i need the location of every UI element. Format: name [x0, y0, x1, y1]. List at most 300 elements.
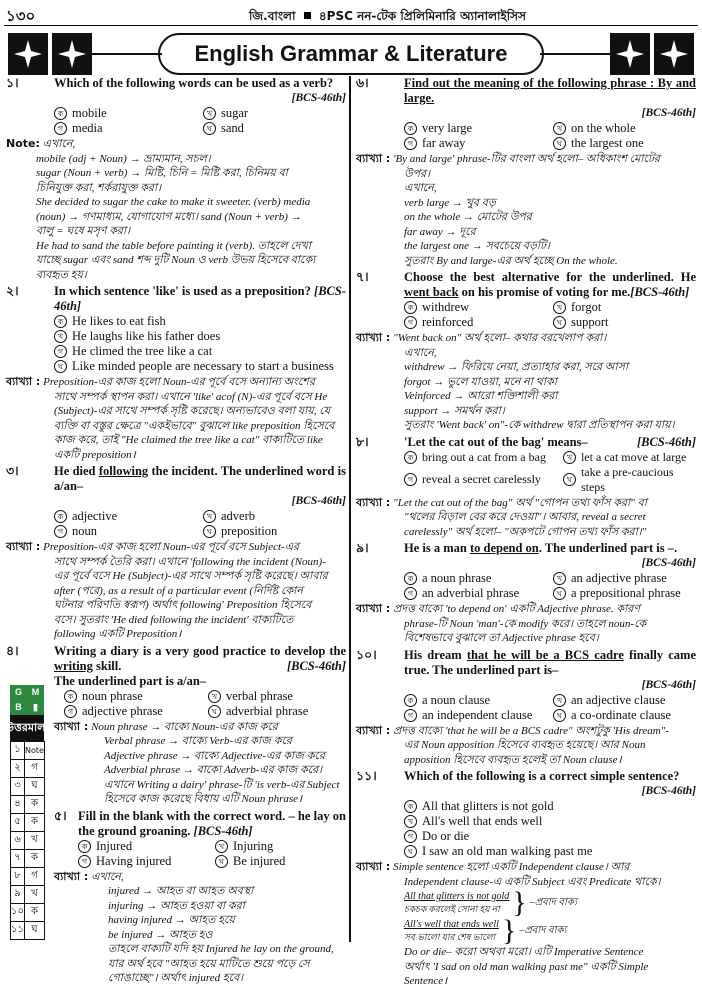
option-bullet-icon: খ [208, 690, 221, 703]
option-label: He laughs like his father does [72, 329, 221, 343]
answer-number: ৪ [11, 796, 25, 814]
option-label: reinforced [422, 315, 474, 329]
question-stem: 'Let the cat out of the bag' means– [404, 434, 588, 449]
option-a[interactable] [64, 689, 202, 704]
question-stem: His dream [404, 647, 467, 662]
explanation-line: বসে। সুতরাং 'He died following the incident' বাক্যটিতে [54, 613, 294, 626]
option-bullet-icon: ঘ [553, 709, 566, 722]
option-c[interactable] [54, 344, 346, 359]
option-label: an adjective phrase [571, 571, 667, 585]
option-bullet-icon: ঘ [215, 855, 228, 868]
option-bullet-icon: ঘ [208, 705, 221, 718]
exam-tag: [BCS-46th] [641, 678, 696, 691]
question-text [404, 435, 696, 450]
question-5 [48, 809, 346, 986]
options [54, 509, 346, 539]
answer-row [11, 850, 45, 868]
explanation-text: প্রদত্ত বাক্যে 'to depend on' একটি Adjective phrase. কারণ [393, 603, 640, 615]
explanation-line [6, 540, 346, 555]
question-stem: He is a man [404, 541, 470, 555]
proverb-group [404, 914, 567, 947]
explanation-line: support → সমর্থন করা। [404, 404, 505, 417]
exam-tag: [BCS-46th] [54, 284, 346, 313]
question-number: ৯। [356, 541, 369, 555]
answer-number: ২ [11, 760, 25, 778]
explanation [54, 720, 346, 807]
explanation-line: withdrew → ফিরিয়ে নেয়া, প্রত্যাহার করা, সরে আসা [404, 361, 629, 373]
option-c[interactable] [54, 121, 197, 136]
option-label: sand [221, 121, 244, 135]
explanation-line: এর পূর্বে বসে He (Subject)-এর সাথে সম্পর্ক সৃষ্টি করেছে। আবার [54, 570, 328, 582]
explanation-line: She decided to sugar the cake to make it sweeter. (verb) media [36, 196, 311, 208]
option-b[interactable] [404, 814, 696, 829]
option-c[interactable] [78, 854, 209, 869]
option-a[interactable] [404, 300, 547, 315]
option-c[interactable] [404, 708, 547, 723]
explanation-line: যার অর্থ হবে "আহত হয়ে মাটিতে শুয়ে পড়ে সে [108, 957, 310, 970]
option-bullet-icon: ঘ [553, 137, 566, 150]
options [78, 839, 346, 869]
explanation-label: Note: [6, 137, 40, 150]
option-label: media [72, 121, 103, 135]
explanation-line: যাচ্ছে sugar এবং sand শব্দ দুটি Noun ও verb উভয় হিসেবে বাক্যে [36, 254, 316, 266]
question-stem: Which of the following words can be used as a verb? [54, 76, 334, 90]
option-bullet-icon: খ [553, 694, 566, 707]
option-d[interactable] [553, 586, 696, 601]
answer-key-sidebar [5, 685, 49, 940]
explanation-line: ব্যবহৃত হয়। [36, 268, 87, 281]
exam-tag: [BCS-46th] [630, 285, 690, 299]
options [54, 106, 346, 136]
explanation-label: ব্যাখ্যা : [54, 869, 89, 883]
option-bullet-icon: গ [404, 473, 417, 486]
explanation-label: ব্যাখ্যা : [54, 719, 89, 733]
explanation-line: এখানে, [404, 346, 437, 359]
option-bullet-icon: ঘ [563, 473, 576, 486]
exam-tag: [BCS-46th] [641, 557, 696, 569]
explanation-line: the largest one → সবচেয়ে বড়টি। [404, 240, 550, 252]
explanation-line: কাজ করে, তাই "He claimed the tree like a cat" বাক্যটিতে like [54, 434, 323, 446]
banner-title-frame [158, 33, 544, 75]
explanation-line [54, 870, 346, 885]
option-bullet-icon: ক [404, 301, 417, 314]
answer-number: ৬ [11, 832, 25, 850]
explanation [54, 870, 346, 986]
explanation-line: চিনিযুক্ত করা, শর্করাযুক্ত করা। [36, 181, 162, 194]
answer-number: ৭ [11, 850, 25, 868]
answer-row [11, 760, 45, 778]
banner-rule [540, 53, 610, 55]
answer-number: ১ [11, 742, 25, 760]
explanation-text: "Let the cat out of the bag" অর্থ "গোপন তথ্য ফাঁস করা" বা [393, 496, 647, 509]
answer-row [11, 778, 45, 796]
option-label: far away [422, 136, 466, 150]
proverb-english: All's well that ends well [404, 919, 499, 930]
explanation-line: Adjective phrase → বাক্যে Adjective-এর কাজ করে [104, 749, 325, 762]
option-bullet-icon: গ [64, 705, 77, 718]
option-label: All's well that ends well [422, 814, 543, 828]
option-c[interactable] [404, 465, 557, 495]
options [404, 571, 696, 601]
explanation-line: অর্থাৎ 'I sad on old man walking past me" একটি Simple [404, 960, 649, 973]
exam-tag: [BCS-46th] [193, 823, 253, 838]
question-3 [6, 464, 346, 642]
options [54, 314, 346, 374]
logo-letter: B [15, 702, 22, 713]
option-b[interactable] [215, 839, 346, 854]
answer-row [11, 814, 45, 832]
option-bullet-icon: গ [404, 709, 417, 722]
question-number: ৮। [356, 434, 369, 449]
option-label: adverbial phrase [226, 703, 309, 718]
explanation-label: ব্যাখ্যা : [6, 375, 41, 388]
question-9 [356, 541, 696, 646]
option-bullet-icon: ক [64, 690, 77, 703]
option-bullet-icon: ক [404, 122, 417, 135]
explanation [356, 331, 696, 433]
option-b[interactable] [208, 689, 346, 704]
explanation-text: Noun phrase → বাক্যে Noun-এর কাজ করে [91, 720, 278, 733]
explanation-line: এর Noun apposition হিসেবে ব্যবহৃত হয়েছে। আর Noun [404, 739, 646, 751]
options [404, 450, 696, 495]
option-bullet-icon: গ [404, 830, 417, 843]
option-bullet-icon: খ [203, 107, 216, 120]
explanation-line [356, 152, 696, 167]
exam-tag: [BCS-46th] [641, 107, 696, 119]
question-stem: Writing a diary is a very good practice to develop the [54, 643, 346, 658]
logo-book-icon: ▮ [33, 701, 38, 712]
question-number: ১। [6, 76, 19, 90]
explanation-text: 'By and large' phrase-টির বাংলা অর্থ হলো– অধিকাংশ মোটের [393, 153, 660, 165]
answer-number: ৩ [11, 778, 25, 796]
question-stem: Choose the best alternative for the underlined. He [404, 270, 696, 284]
answer-row [11, 922, 45, 940]
option-bullet-icon: ক [78, 840, 91, 853]
question-text [404, 270, 696, 300]
explanation-line: apposition হিসেবে ব্যবহৃত হলেই তা Noun clause। [404, 753, 622, 766]
option-bullet-icon: ক [54, 510, 67, 523]
question-stem: the incident. The underlined word is a/an– [54, 464, 346, 493]
answer-number: ৫ [11, 814, 25, 832]
option-d[interactable] [553, 315, 696, 330]
explanation-line: on the whole → মোটের উপর [404, 211, 532, 223]
option-c[interactable] [54, 524, 197, 539]
question-subtext: The underlined part is a/an– [54, 673, 207, 688]
question-text [404, 541, 696, 556]
option-bullet-icon: ক [404, 800, 417, 813]
option-bullet-icon: গ [54, 525, 67, 538]
banner-rule [92, 53, 162, 55]
explanation-line: সুতরাং By and large-এর অর্থ হচ্ছে On the whole. [404, 254, 618, 267]
explanation-line [356, 331, 696, 346]
option-bullet-icon: ঘ [553, 587, 566, 600]
option-d[interactable] [404, 844, 696, 859]
explanation-line [356, 496, 696, 511]
option-bullet-icon: গ [404, 587, 417, 600]
explanation [356, 860, 696, 989]
option-b[interactable] [553, 300, 696, 315]
option-c[interactable] [404, 586, 547, 601]
option-label: adjective phrase [82, 703, 163, 718]
column-divider [349, 76, 351, 942]
explanation-line: ব্যক্তি বা বস্তুর ক্ষেত্রে "একইভাবে" বুঝালে like preposition হিসেবে [54, 419, 335, 432]
explanation-line [356, 602, 696, 617]
option-a[interactable] [54, 106, 197, 121]
logo-letter: M [31, 687, 40, 698]
explanation-line: far away → দূরে [404, 225, 476, 238]
explanation [356, 602, 696, 646]
explanation-line: Do or die– করো অথবা মরো। এটি Imperative Sentence [404, 946, 644, 958]
answer-row [11, 904, 45, 922]
question-11 [356, 769, 696, 989]
option-c[interactable] [404, 136, 547, 151]
exam-tag: [BCS-46th] [636, 434, 696, 449]
option-bullet-icon: খ [553, 122, 566, 135]
explanation [6, 137, 346, 282]
option-d[interactable] [215, 854, 346, 869]
right-column [356, 76, 696, 991]
option-b[interactable] [54, 329, 346, 344]
option-a[interactable] [78, 839, 209, 854]
answer-value: গ [25, 868, 45, 886]
question-6 [356, 76, 696, 268]
question-stem: skill. [92, 658, 122, 673]
explanation-label: ব্যাখ্যা : [356, 331, 391, 344]
explanation-line: "থলের বিড়াল বের করে দেওয়া"। আবার, reveal a secret [404, 511, 646, 523]
option-d[interactable] [203, 524, 346, 539]
answer-row [11, 832, 45, 850]
option-label: adverb [221, 509, 256, 523]
left-column [6, 76, 346, 988]
option-bullet-icon: ক [404, 451, 417, 464]
explanation [356, 152, 696, 268]
option-bullet-icon: ক [404, 694, 417, 707]
question-number: ৩। [6, 464, 19, 478]
question-8 [356, 435, 696, 540]
option-label: an adjective clause [571, 692, 666, 707]
option-c[interactable] [64, 704, 202, 719]
explanation-line: after (পরে), as a result of a particular event (নির্দিষ্ট কোন [54, 584, 303, 597]
option-bullet-icon: খ [563, 451, 576, 464]
answer-value: ক [25, 904, 45, 922]
option-bullet-icon: ঘ [203, 525, 216, 538]
explanation-line [356, 860, 696, 875]
option-label: an adverbial phrase [422, 586, 520, 600]
question-number: ১০। [356, 647, 377, 662]
explanation-line: phrase-টি Noun 'man'-কে modify করে। তাহলে noun-কে [404, 617, 647, 630]
question-text: Which of the following is a correct simple sentence? [404, 769, 680, 783]
question-number: ১১। [356, 769, 377, 783]
explanation-text: প্রদত্ত বাক্যে 'that he will be a BCS cadre" অংশটুকু 'His dream"- [393, 724, 669, 737]
explanation [356, 496, 696, 540]
option-d[interactable] [553, 136, 696, 151]
option-a[interactable] [404, 693, 547, 708]
option-b[interactable] [203, 106, 346, 121]
proverb-text [404, 891, 509, 915]
option-d[interactable] [203, 121, 346, 136]
answer-number: ১১ [11, 922, 25, 940]
answer-number: ৯ [11, 886, 25, 904]
question-text [404, 648, 696, 678]
explanation-line: সাথে সম্পর্ক তৈরি করা। এখানে 'following the incident (Noun)- [54, 555, 326, 568]
explanation-line [6, 137, 346, 152]
option-label: sugar [221, 106, 249, 120]
brace-icon: } [512, 886, 527, 919]
options [404, 300, 696, 330]
option-a[interactable] [404, 121, 547, 136]
explanation-label: ব্যাখ্যা : [356, 860, 391, 873]
option-label: Having injured [96, 853, 172, 868]
explanation-line: বিশেষভাবে বুঝালে তা Adjective phrase হবে। [404, 632, 599, 644]
answer-value: ক [25, 796, 45, 814]
explanation-line: Veinforced → আরো শক্তিশালী করা [404, 390, 558, 402]
option-label: an independent clause [422, 707, 533, 722]
option-d[interactable] [208, 704, 346, 719]
question-number: ৭। [356, 270, 369, 284]
option-b[interactable] [203, 509, 346, 524]
question-stem: Fill in the blank with the correct word. – he lay on the ground groaning. [78, 808, 346, 838]
option-bullet-icon: ঘ [404, 845, 417, 858]
options [64, 689, 346, 719]
explanation-line: বালু = ঘষে মসৃণ করা। [36, 225, 131, 237]
answer-value: খ [25, 832, 45, 850]
question-4 [6, 644, 346, 807]
explanation-line: ঘটনার পরিণতি স্বরূপ) অর্থাৎ following' Preposition হিসেবে [54, 599, 312, 611]
answer-row [11, 886, 45, 904]
option-label: He climed the tree like a cat [72, 344, 213, 358]
question-text [54, 76, 346, 91]
explanation-line [6, 375, 346, 390]
explanation-line [356, 724, 696, 739]
answer-value: খ [25, 886, 45, 904]
answer-row [11, 796, 45, 814]
star-ornament-icon [8, 33, 48, 75]
explanation-line: He had to sand the table before painting it (verb). তাহলে দেখা [36, 239, 311, 252]
option-a[interactable] [54, 509, 197, 524]
question-number: ৪। [6, 643, 19, 658]
explanation-line: এখানে, [404, 182, 437, 194]
option-bullet-icon: খ [54, 330, 67, 343]
question-number: ৫। [54, 808, 67, 823]
proverb-english: All that glitters is not gold [404, 891, 510, 902]
explanation-text: এখানে, [91, 870, 124, 883]
option-bullet-icon: ঘ [553, 316, 566, 329]
explanation-label: ব্যাখ্যা : [356, 495, 391, 509]
question-text [78, 809, 346, 839]
explanation [6, 540, 346, 642]
option-a[interactable] [404, 450, 557, 465]
option-label: on the whole [571, 121, 636, 135]
option-b[interactable] [553, 121, 696, 136]
explanation-line: sugar (Noun + verb) → মিষ্টি, চিনি = মিষ্টি করা, চিনিময় বা [36, 167, 288, 179]
page-number: ১৩০ [6, 9, 36, 25]
option-d[interactable] [54, 359, 346, 374]
question-2 [6, 284, 346, 462]
header-left: জি.বাংলা [249, 9, 296, 23]
header-title [249, 8, 526, 28]
explanation-line: (noun) → গণমাধ্যম, যোগাযোগ মধ্যে। sand (Noun + verb) → [36, 210, 302, 223]
option-c[interactable] [404, 315, 547, 330]
option-label: withdrew [422, 300, 470, 314]
explanation-line: injured → আহত বা আহত অবস্থা [108, 885, 254, 897]
logo-letter: G [14, 687, 22, 698]
option-a[interactable] [404, 799, 696, 814]
option-a[interactable] [54, 314, 346, 329]
running-header [4, 4, 698, 26]
option-bullet-icon: খ [553, 301, 566, 314]
explanation-line: forgot → ভুলে যাওয়া, মনে না থাকা [404, 375, 557, 388]
exam-tag: [BCS-46th] [286, 658, 346, 673]
option-label: support [571, 315, 609, 329]
explanation-label: ব্যাখ্যা : [6, 540, 41, 553]
option-label: noun [72, 524, 97, 538]
explanation [6, 375, 346, 462]
explanation-label: ব্যাখ্যা : [356, 602, 391, 615]
explanation-text: Preposition-এর কাজ হলো Noun-এর পূর্বে বসে Subject-এর [43, 541, 300, 553]
option-b[interactable] [553, 571, 696, 586]
option-label: bring out a cat from a bag [422, 449, 546, 464]
option-b[interactable] [553, 693, 696, 708]
proverb-tag: –প্রবাদ বাক্য [519, 925, 567, 936]
explanation-line: সুতরাং 'Went back' on"-কে withdrew দ্বারা প্রতিস্থাপন করা যায়। [404, 419, 675, 431]
option-c[interactable] [404, 829, 696, 844]
underlined-part: to depend on [469, 541, 539, 555]
option-label: Injuring [233, 838, 274, 853]
option-a[interactable] [404, 571, 547, 586]
question-stem: finally came true. The underlined part is– [404, 647, 696, 677]
answer-key-heading: উত্তরমালা [10, 715, 44, 741]
option-label: Injured [96, 838, 133, 853]
option-d[interactable] [563, 465, 696, 495]
option-bullet-icon: খ [215, 840, 228, 853]
explanation-line: carelessly" অর্থ হলো– "অকপটে গোপন তথ্য ফাঁস করা।" [404, 525, 647, 538]
explanation-line: mobile (adj + Noun) → ভ্রাম্যমান, সচল। [36, 152, 211, 165]
option-label: preposition [221, 524, 278, 538]
option-bullet-icon: গ [404, 316, 417, 329]
explanation-text: Simple sentence হলো একটি Independent clause। আর [393, 861, 630, 873]
explanation-text: Preposition-এর কাজ হলো Noun-এর পূর্বে বসে অন্যান্য অংশের [43, 376, 315, 388]
answer-row [11, 742, 45, 760]
answer-number: ১০ [11, 904, 25, 922]
answer-value: ক [25, 850, 45, 868]
question-number: ২। [6, 284, 19, 298]
gmb-logo [10, 685, 44, 715]
star-ornament-icon [610, 33, 650, 75]
question-number: ৬। [356, 76, 369, 90]
explanation-line: সাথে সম্পর্ক স্থাপন করা। এখানে 'like' acof (N)-এর পূর্বে বসে He [54, 390, 328, 403]
section-title: English Grammar & Literature [194, 41, 508, 66]
option-label: a prepositional phrase [571, 586, 681, 600]
option-label: I saw an old man walking past me [422, 844, 593, 858]
answer-value: Note [25, 742, 45, 760]
option-label: Do or die [422, 829, 470, 843]
option-bullet-icon: ক [54, 107, 67, 120]
section-banner [8, 33, 694, 75]
option-label: Like minded people are necessary to start a business [72, 359, 334, 373]
answer-number: ৮ [11, 868, 25, 886]
explanation-line: Verbal phrase → বাক্যে Verb-এর কাজ করে [104, 735, 292, 747]
answer-key-table [10, 741, 45, 940]
question-text: Find out the meaning of the following phrase : By and large. [404, 76, 696, 105]
option-b[interactable] [563, 450, 696, 465]
question-text [54, 284, 346, 314]
explanation-line: following একটি Preposition। [54, 628, 182, 640]
option-label: mobile [72, 106, 107, 120]
explanation-line: তাহলে বাক্যটি যদি হয় Injured he lay on the ground, [108, 943, 334, 955]
option-label: verbal phrase [226, 688, 293, 703]
option-d[interactable] [553, 708, 696, 723]
explanation-line: Sentence। [404, 975, 448, 987]
